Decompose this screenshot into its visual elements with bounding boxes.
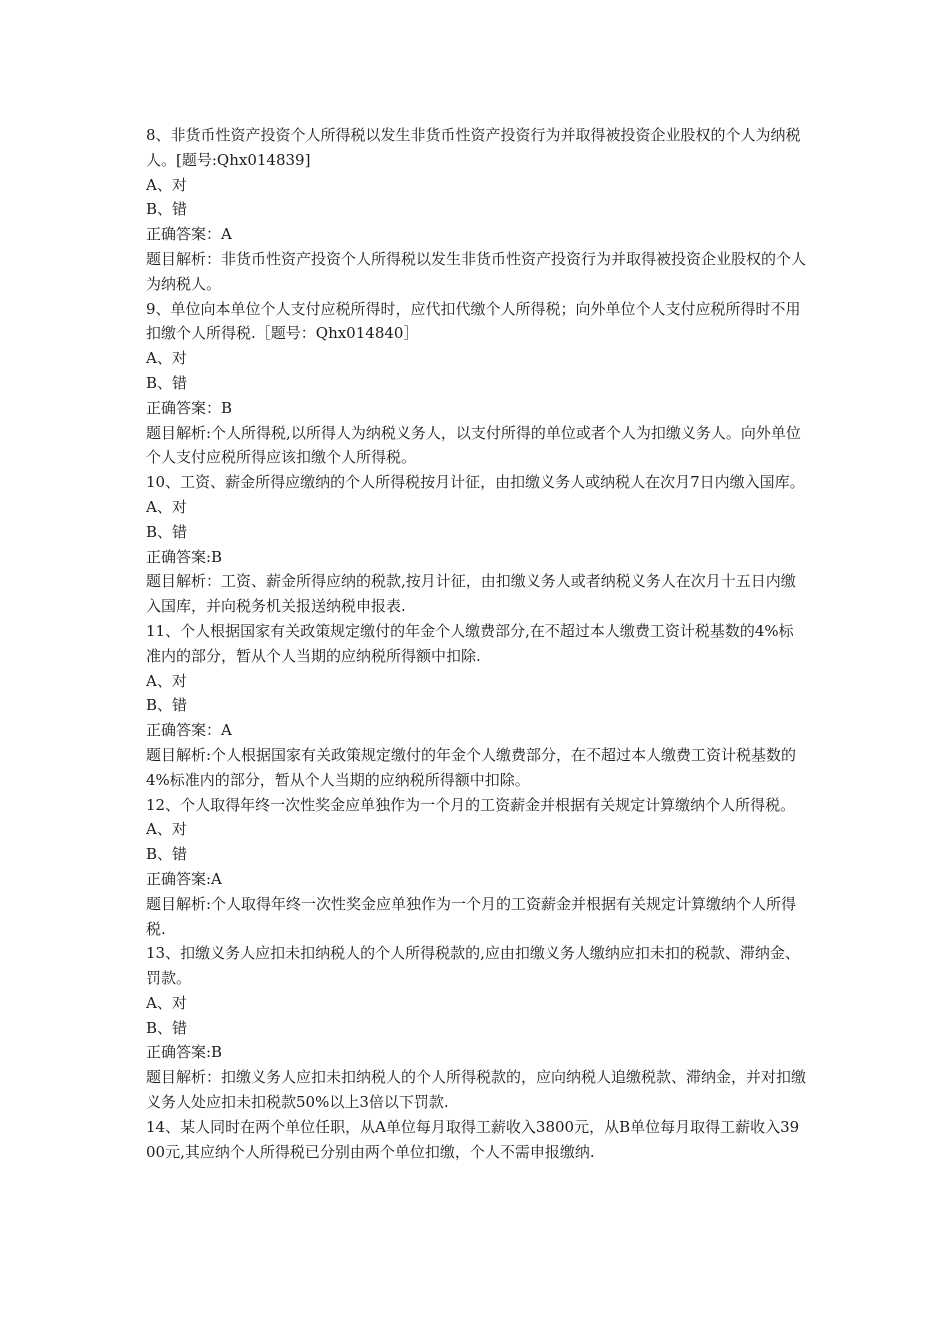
correct-answer: 正确答案：A [146,225,232,244]
option-b: B、错 [146,200,188,219]
question-explanation: 题目解析：非货币性资产投资个人所得税以发生非货币性资产投资行为并取得被投资企业股权的个人为纳税人。 [146,249,807,293]
option-a: A、对 [146,497,187,516]
question-explanation: 题目解析：扣缴义务人应扣未扣纳税人的个人所得税款的，应向纳税人追缴税款、滞纳金，并对扣缴义务人处应扣未扣税款50%以上3倍以下罚款. [146,1068,807,1112]
question-stem: 13、扣缴义务人应扣未扣纳税人的个人所得税款的,应由扣缴义务人缴纳应扣未扣的税款、滞纳金、罚款。 [146,944,800,988]
option-a: A、对 [146,349,187,368]
question-explanation: 题目解析:个人取得年终一次性奖金应单独作为一个月的工资薪金并根据有关规定计算缴纳个人所得税. [146,894,797,938]
question-stem: 12、个人取得年终一次性奖金应单独作为一个月的工资薪金并根据有关规定计算缴纳个人所得税。 [146,795,796,814]
document-page [146,123,808,1164]
question-stem: 14、某人同时在两个单位任职，从A单位每月取得工薪收入3800元，从B单位每月取得工薪收入3900元,其应纳个人所得税已分别由两个单位扣缴，个人不需申报缴纳. [146,1117,800,1161]
option-b: B、错 [146,696,188,715]
question-9 [146,297,808,471]
option-a: A、对 [146,175,187,194]
question-8 [146,123,808,297]
correct-answer: 正确答案:A [146,869,222,888]
option-a: A、对 [146,993,187,1012]
option-b: B、错 [146,373,188,392]
question-13 [146,941,808,1115]
question-12 [146,793,808,942]
option-a: A、对 [146,671,187,690]
correct-answer: 正确答案:B [146,1043,223,1062]
question-14 [146,1115,808,1165]
question-stem: 8、非货币性资产投资个人所得税以发生非货币性资产投资行为并取得被投资企业股权的个人为纳税人。[题号:Qhx014839] [146,126,801,169]
question-10 [146,470,808,619]
correct-answer: 正确答案:B [146,547,223,566]
question-explanation: 题目解析:个人所得税,以所得人为纳税义务人，以支付所得的单位或者个人为扣缴义务人。向外单位个人支付应税所得应该扣缴个人所得税。 [146,423,801,467]
correct-answer: 正确答案：B [146,398,233,417]
question-explanation: 题目解析：工资、薪金所得应纳的税款,按月计征，由扣缴义务人或者纳税义务人在次月十五日内缴入国库，并向税务机关报送纳税申报表. [146,572,796,616]
question-explanation: 题目解析:个人根据国家有关政策规定缴付的年金个人缴费部分，在不超过本人缴费工资计税基数的4%标准内的部分，暂从个人当期的应纳税所得额中扣除。 [146,745,797,789]
question-stem: 9、单位向本单位个人支付应税所得时，应代扣代缴个人所得税；向外单位个人支付应税所得时不用扣缴个人所得税.［题号：Qhx014840］ [146,299,801,343]
question-11 [146,619,808,793]
question-stem: 11、个人根据国家有关政策规定缴付的年金个人缴费部分,在不超过本人缴费工资计税基数的4%标准内的部分，暂从个人当期的应纳税所得额中扣除. [146,621,794,665]
option-b: B、错 [146,845,188,864]
option-b: B、错 [146,1018,188,1037]
option-b: B、错 [146,522,188,541]
option-a: A、对 [146,820,187,839]
correct-answer: 正确答案：A [146,721,232,740]
question-stem: 10、工资、薪金所得应缴纳的个人所得税按月计征，由扣缴义务人或纳税人在次月7日内缴入国库。 [146,473,805,492]
